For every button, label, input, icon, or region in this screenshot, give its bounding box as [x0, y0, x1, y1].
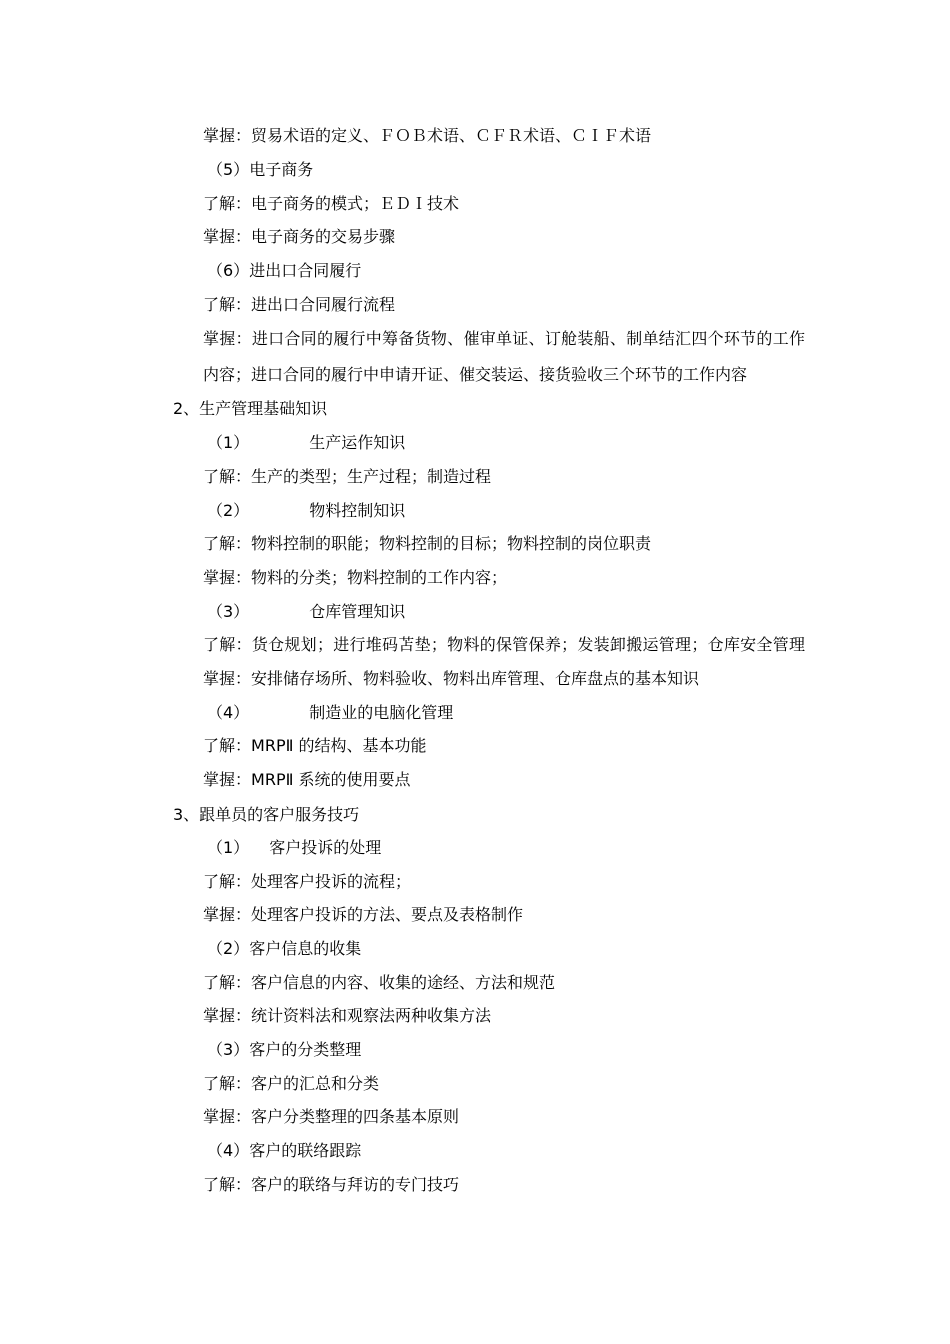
line-prefix: 掌握： [203, 329, 252, 348]
line-prefix: 掌握： [203, 1107, 252, 1126]
line-text: 货仓规划；进行堆码苫垫；物料的保管保养；发装卸搬运管理；仓库安全管理 [251, 635, 805, 654]
line-prefix: 了解： [203, 194, 252, 213]
line-text: 物料的分类；物料控制的工作内容； [251, 568, 508, 587]
understand-line [203, 295, 395, 315]
subheading-text: 生产运作知识 [309, 433, 406, 452]
line-text: 处理客户投诉的方法、要点及表格制作 [251, 905, 524, 924]
subheading [207, 1141, 361, 1161]
subheading-number: （3） [207, 1040, 250, 1059]
understand-line [203, 467, 491, 487]
line-prefix: 了解： [203, 295, 252, 314]
line-text: 电子商务的交易步骤 [251, 227, 396, 246]
grasp-line [203, 227, 395, 247]
subheading [207, 160, 313, 180]
understand-line [203, 973, 555, 993]
subheading-text: 物料控制知识 [309, 501, 406, 520]
understand-line [203, 1175, 459, 1195]
grasp-line [203, 568, 507, 588]
subheading [207, 501, 405, 521]
line-prefix: 了解： [203, 1074, 252, 1093]
line-prefix: 了解： [203, 872, 252, 891]
grasp-line [203, 1006, 491, 1026]
subheading [207, 433, 405, 453]
grasp-line [203, 770, 411, 790]
line-text: 客户的汇总和分类 [251, 1074, 380, 1093]
line-prefix: 掌握： [203, 568, 252, 587]
line-text: 贸易术语的定义、ＦＯＢ术语、ＣＦＲ术语、ＣＩＦ术语 [251, 126, 652, 145]
line-prefix: 掌握： [203, 227, 252, 246]
line-text: 客户分类整理的四条基本原则 [251, 1107, 460, 1126]
continuation-line [203, 365, 747, 385]
line-text: 进出口合同履行流程 [251, 295, 396, 314]
line-prefix: 了解： [203, 736, 252, 755]
line-text: 客户信息的内容、收集的途经、方法和规范 [251, 973, 556, 992]
subheading [207, 838, 381, 858]
section-heading-text: 2、生产管理基础知识 [173, 399, 328, 418]
line-prefix: 掌握： [203, 126, 252, 145]
subheading-number: （6） [207, 261, 250, 280]
subheading [207, 261, 361, 281]
line-prefix: 掌握： [203, 770, 252, 789]
section-heading [173, 399, 327, 419]
understand-line [203, 872, 411, 892]
line-prefix: 了解： [203, 973, 252, 992]
line-prefix: 了解： [203, 635, 252, 654]
line-text: 内容；进口合同的履行中申请开证、催交装运、接货验收三个环节的工作内容 [203, 365, 748, 384]
line-prefix: 了解： [203, 1175, 252, 1194]
understand-line [203, 736, 427, 756]
subheading [207, 602, 405, 622]
line-prefix: 掌握： [203, 905, 252, 924]
line-text: 物料控制的职能；物料控制的目标；物料控制的岗位职责 [251, 534, 652, 553]
line-text: 处理客户投诉的流程； [251, 872, 412, 891]
subheading-number: （1） [207, 838, 250, 857]
understand-line [203, 534, 651, 554]
subheading [207, 1040, 361, 1060]
grasp-line [203, 126, 651, 146]
subheading-number: （4） [207, 1141, 250, 1160]
subheading-text: 电子商务 [249, 160, 314, 179]
line-text: MRPⅡ 的结构、基本功能 [251, 736, 427, 755]
grasp-line [203, 329, 805, 349]
understand-line [203, 194, 459, 214]
grasp-line [203, 905, 523, 925]
subheading-text: 客户的分类整理 [249, 1040, 362, 1059]
section-heading-text: 3、跟单员的客户服务技巧 [173, 805, 360, 824]
line-prefix: 掌握： [203, 669, 252, 688]
subheading [207, 939, 361, 959]
line-text: 客户的联络与拜访的专门技巧 [251, 1175, 460, 1194]
line-text: 统计资料法和观察法两种收集方法 [251, 1006, 492, 1025]
subheading-text: 制造业的电脑化管理 [309, 703, 454, 722]
subheading-number: （2） [207, 939, 250, 958]
subheading-number: （5） [207, 160, 250, 179]
subheading-text: 进出口合同履行 [249, 261, 362, 280]
grasp-line [203, 1107, 459, 1127]
understand-line [203, 635, 805, 655]
section-heading [173, 805, 359, 825]
subheading-text: 客户投诉的处理 [269, 838, 382, 857]
subheading-text: 客户的联络跟踪 [249, 1141, 362, 1160]
line-text: 生产的类型；生产过程；制造过程 [251, 467, 492, 486]
subheading-number: （2） [207, 501, 250, 520]
line-text: 安排储存场所、物料验收、物料出库管理、仓库盘点的基本知识 [251, 669, 700, 688]
line-prefix: 掌握： [203, 1006, 252, 1025]
line-text: 电子商务的模式；ＥＤＩ技术 [251, 194, 460, 213]
subheading-number: （1） [207, 433, 250, 452]
understand-line [203, 1074, 379, 1094]
subheading-text: 客户信息的收集 [249, 939, 362, 958]
subheading-number: （4） [207, 703, 250, 722]
line-text: MRPⅡ 系统的使用要点 [251, 770, 411, 789]
grasp-line [203, 669, 699, 689]
line-prefix: 了解： [203, 467, 252, 486]
line-prefix: 了解： [203, 534, 252, 553]
subheading-number: （3） [207, 602, 250, 621]
subheading [207, 703, 453, 723]
subheading-text: 仓库管理知识 [309, 602, 406, 621]
line-text: 进口合同的履行中筹备货物、催审单证、订舱装船、制单结汇四个环节的工作 [251, 329, 805, 348]
